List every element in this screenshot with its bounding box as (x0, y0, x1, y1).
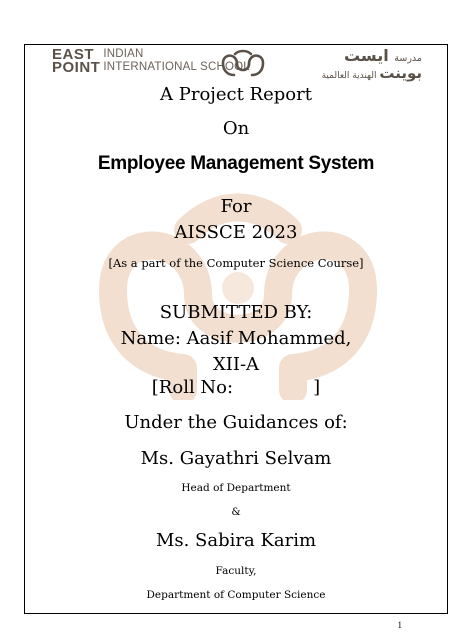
guidance-label: Under the Guidances of: (124, 412, 348, 433)
logo-east-text: EAST (52, 46, 95, 63)
report-heading: A Project Report (160, 84, 312, 105)
exam-name: AISSCE 2023 (174, 222, 298, 243)
guide2-name: Ms. Sabira Karim (155, 530, 317, 551)
logo-arabic-bottom-small: الهندية العالمية (321, 71, 377, 81)
logo-point-text: POINT (52, 59, 101, 76)
on-label: On (222, 118, 250, 139)
logo-arabic-bottom-big: بوينت (379, 64, 422, 82)
course-note: [As a part of the Computer Science Course] (108, 256, 364, 270)
guide1-name: Ms. Gayathri Selvam (140, 448, 332, 469)
guide1-role: Head of Department (181, 482, 291, 494)
logo-arabic-top-small: مدرسة (394, 53, 422, 64)
submitted-by-label: SUBMITTED BY: (159, 302, 313, 323)
roll-number: [Roll No: ] (151, 377, 321, 398)
student-name: Name: Aasif Mohammed, (120, 328, 352, 349)
school-emblem-icon (220, 48, 266, 80)
logo-indian-text: INDIAN (103, 48, 144, 60)
logo-arabic-top-big: ايست (343, 46, 389, 65)
guide2-role: Faculty, (215, 565, 257, 577)
for-label: For (220, 196, 252, 217)
student-class: XII-A (212, 354, 260, 375)
page-number: 1 (397, 620, 402, 630)
school-logo-arabic (322, 47, 422, 82)
department-name: Department of Computer Science (146, 589, 326, 601)
project-title: Employee Management System (97, 153, 375, 174)
logo-international-school-text: INTERNATIONAL SCHOOL (103, 61, 250, 73)
ampersand: & (231, 506, 241, 518)
school-header (52, 47, 422, 85)
